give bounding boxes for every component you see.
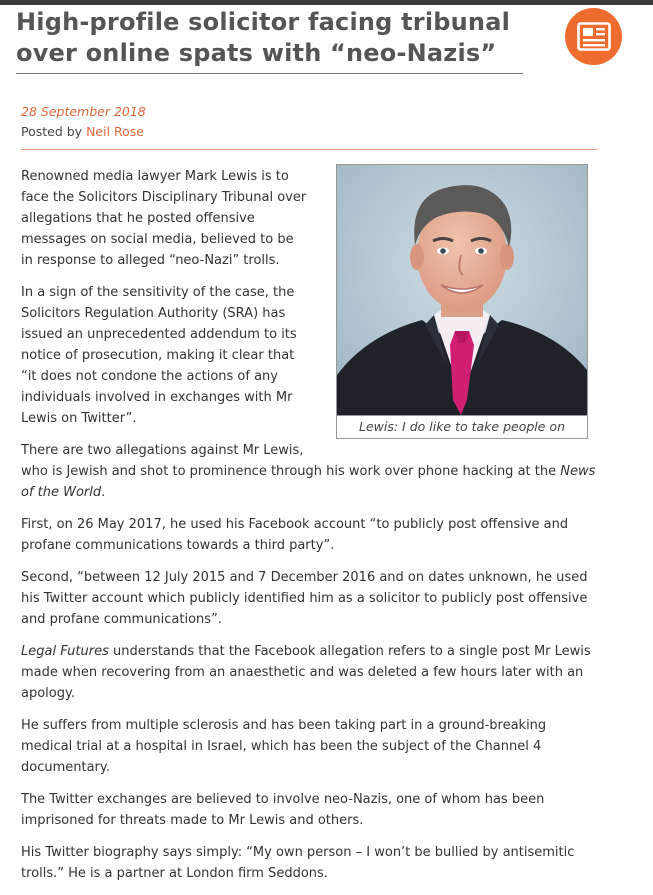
paragraph-9: His Twitter biography says simply: “My own person – I won’t be bullied by antisemitic trolls.” He is a partner at London firm Seddons.	[21, 845, 575, 881]
paragraph-4: First, on 26 May 2017, he used his Facebook account “to publicly post offensive and profane communications towards a third party”.	[21, 517, 569, 553]
author-link[interactable]: Neil Rose	[86, 124, 144, 139]
paragraph-8: The Twitter exchanges are believed to involve neo-Nazis, one of whom has been imprisoned for threats made to Mr Lewis and others.	[21, 792, 545, 828]
article-body	[21, 166, 597, 895]
paragraph-6	[21, 641, 597, 704]
article-title: High-profile solicitor facing tribunal over online spats with “neo-Nazis”	[16, 8, 511, 67]
meta-divider	[21, 149, 597, 150]
author-photo	[337, 165, 587, 415]
paragraph-6-text: understands that the Facebook allegation refers to a single post Mr Lewis made when recovering from an anaesthetic and was deleted a few hours later with an apology.	[21, 644, 591, 701]
paragraph-1: Renowned media lawyer Mark Lewis is to face the Solicitors Disciplinary Tribunal over allegations that he posted offensive messages on social media, believed to be in response to alleged “neo-Nazi” trolls.	[21, 169, 307, 268]
paragraph-3-end: .	[101, 485, 106, 500]
publication-name: News of the World	[21, 464, 596, 500]
image-caption: Lewis: I do like to take people on	[337, 415, 587, 438]
article-date: 28 September 2018	[21, 104, 146, 119]
top-bar	[0, 0, 653, 5]
paragraph-3	[21, 440, 597, 503]
posted-by-label: Posted by	[21, 124, 87, 139]
paragraph-5: Second, “between 12 July 2015 and 7 December 2016 and on dates unknown, he used his Twitter account which publicly identified him as a solicitor to publicly post offensive and profane communications”.	[21, 570, 588, 627]
title-divider	[16, 73, 523, 74]
paragraph-2: In a sign of the sensitivity of the case, the Solicitors Regulation Authority (SRA) has issued an unprecedented addendum to its notice of prosecution, making it clear that “it does not condone the actions of any individuals involved in exchanges with Mr Lewis on Twitter”.	[21, 285, 297, 426]
byline	[21, 124, 144, 139]
newspaper-icon	[577, 22, 611, 51]
paragraph-3-text: There are two allegations against Mr Lewis, who is Jewish and shot to prominence through his work over phone hacking at the	[21, 443, 561, 479]
article-figure	[336, 164, 588, 439]
news-category-badge[interactable]	[565, 8, 622, 65]
paragraph-7: He suffers from multiple sclerosis and has been taking part in a ground-breaking medical trial at a hospital in Israel, which has been the subject of the Channel 4 documentary.	[21, 718, 547, 775]
publication-name-legal-futures: Legal Futures	[21, 644, 109, 659]
